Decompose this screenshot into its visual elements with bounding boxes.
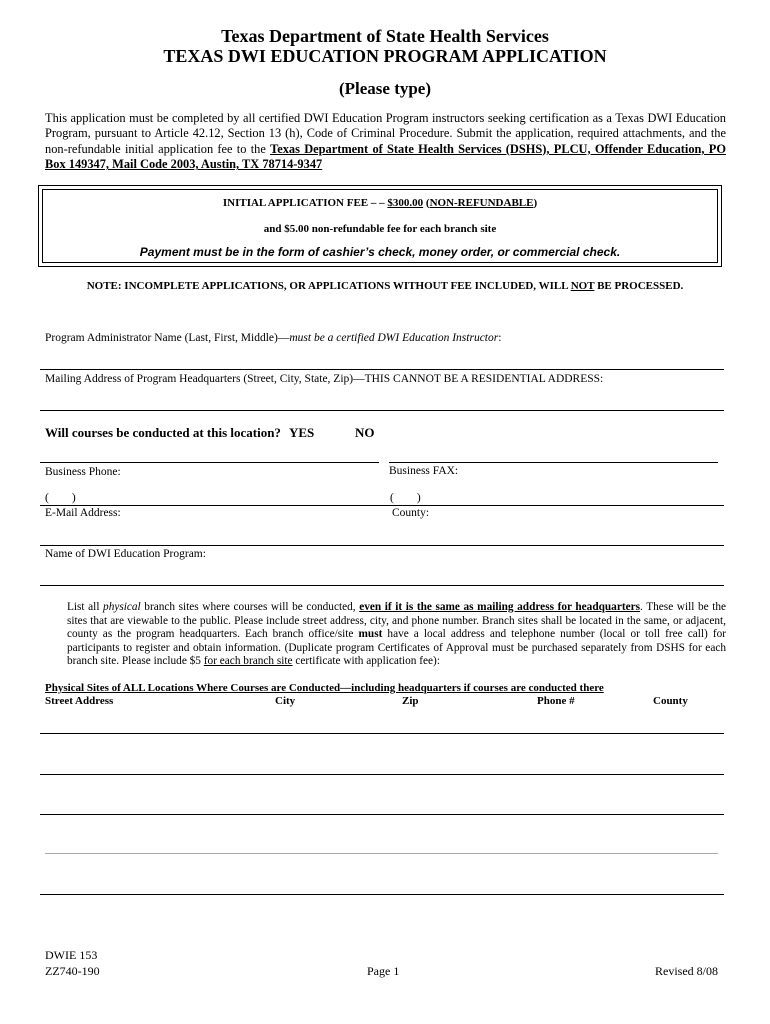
list-physical: physical bbox=[103, 601, 141, 613]
email-label: E-Mail Address: bbox=[45, 507, 121, 519]
mailing-address-label: Mailing Address of Program Headquarters (Street, City, State, Zip)—THIS CANNOT BE A RESIDENTIAL ADDRESS: bbox=[45, 373, 604, 385]
page-number: Page 1 bbox=[367, 964, 400, 978]
note-suffix: BE PROCESSED. bbox=[594, 280, 684, 292]
list-text-1: List all bbox=[67, 601, 104, 613]
fee-box bbox=[38, 185, 722, 267]
list-text-3: . These will be the sites that are viewable to the public. Please include street address, city, and phone number. Branch sites shall be located in the same, or adjacent, county as the program headquarters. Each branch office/site bbox=[67, 601, 727, 641]
agency-title: Texas Department of State Health Services bbox=[221, 26, 549, 46]
business-phone-label: Business Phone: bbox=[45, 466, 121, 478]
admin-name-text: Program Administrator Name (Last, First, Middle)— bbox=[45, 332, 290, 344]
site-row-line[interactable] bbox=[45, 853, 718, 854]
fee-amount: $300.00 bbox=[387, 197, 424, 209]
list-each-branch: for each branch site bbox=[203, 655, 293, 668]
county-label: County: bbox=[392, 507, 430, 519]
col-street-address: Street Address bbox=[45, 695, 114, 707]
fee-close-paren: ) bbox=[533, 197, 538, 209]
form-title: TEXAS DWI EDUCATION PROGRAM APPLICATION bbox=[163, 46, 607, 66]
non-refundable-label: NON-REFUNDABLE bbox=[429, 197, 534, 209]
program-name-label: Name of DWI Education Program: bbox=[45, 548, 206, 560]
business-fax-label: Business FAX: bbox=[389, 465, 459, 477]
admin-name-colon: : bbox=[498, 332, 502, 344]
col-zip: Zip bbox=[402, 695, 419, 707]
list-text-2: branch sites where courses will be conducted, bbox=[140, 601, 360, 613]
please-type-instruction: (Please type) bbox=[338, 79, 432, 98]
email-county-field-line[interactable] bbox=[40, 545, 724, 546]
business-phone-field-line[interactable] bbox=[40, 462, 379, 463]
sites-table-heading: Physical Sites of ALL Locations Where Courses are Conducted—including headquarters if courses are conducted there bbox=[45, 682, 604, 694]
fee-box-inner bbox=[42, 189, 718, 263]
note-not: NOT bbox=[570, 280, 595, 292]
list-emphasis: even if it is the same as mailing address for headquarters bbox=[359, 601, 641, 613]
note-prefix: NOTE: INCOMPLETE APPLICATIONS, OR APPLICATIONS WITHOUT FEE INCLUDED, WILL bbox=[86, 280, 571, 292]
fax-area-code[interactable]: ( ) bbox=[390, 492, 421, 504]
list-text-4: have a local address and telephone number (local or toll free call) for participants to register and obtain information. (Duplicate program Certificates of Approval must be purchased separately from DSHS for each branch site. Please include $5 bbox=[67, 628, 726, 668]
col-county: County bbox=[653, 695, 688, 707]
fee-open-paren: ( bbox=[423, 197, 430, 209]
site-row-line[interactable] bbox=[40, 733, 724, 734]
initial-fee-line bbox=[43, 197, 717, 209]
form-code: ZZ740-190 bbox=[45, 964, 100, 978]
yes-option[interactable]: YES bbox=[289, 425, 315, 440]
admin-name-requirement: must be a certified DWI Education Instructor bbox=[289, 332, 499, 344]
list-must: must bbox=[358, 628, 383, 641]
admin-name-label bbox=[45, 332, 501, 344]
mailing-address-field-line[interactable] bbox=[40, 410, 724, 411]
payment-form-line: Payment must be in the form of cashier’s check, money order, or commercial check. bbox=[139, 245, 621, 259]
revised-date: Revised 8/08 bbox=[655, 964, 718, 978]
incomplete-note bbox=[0, 280, 770, 292]
business-fax-field-line[interactable] bbox=[389, 462, 718, 463]
form-number: DWIE 153 bbox=[45, 948, 98, 962]
branch-sites-instructions bbox=[67, 601, 726, 669]
col-phone: Phone # bbox=[537, 695, 575, 707]
no-option[interactable]: NO bbox=[355, 425, 375, 440]
submission-address: Texas Department of State Health Services (DSHS), PLCU, Offender Education, PO Box 149347, Mail Code 2003, Austin, TX 78714-9347 bbox=[45, 141, 726, 172]
admin-name-field-line[interactable] bbox=[40, 369, 724, 370]
courses-location-question: Will courses be conducted at this location? bbox=[45, 425, 281, 440]
col-city: City bbox=[275, 695, 296, 707]
phone-area-code[interactable]: ( ) bbox=[45, 492, 76, 504]
initial-fee-label: INITIAL APPLICATION FEE – – bbox=[222, 197, 388, 209]
program-name-field-line[interactable] bbox=[40, 585, 724, 586]
site-row-line[interactable] bbox=[40, 814, 724, 815]
phone-fax-bottom-line bbox=[40, 505, 724, 506]
intro-text: This application must be completed by all certified DWI Education Program instructors seeking certification as a Texas DWI Education Program, pursuant to Article 42.12, Section 13 (h), Code of Criminal Procedure. Submit the application, required attachments, and the non-refundable initial application fee to the bbox=[45, 111, 726, 156]
intro-paragraph bbox=[45, 111, 726, 173]
branch-fee-line: and $5.00 non-refundable fee for each branch site bbox=[263, 223, 497, 235]
site-row-line[interactable] bbox=[40, 894, 724, 895]
site-row-line[interactable] bbox=[40, 774, 724, 775]
list-text-5: certificate with application fee): bbox=[292, 655, 440, 668]
